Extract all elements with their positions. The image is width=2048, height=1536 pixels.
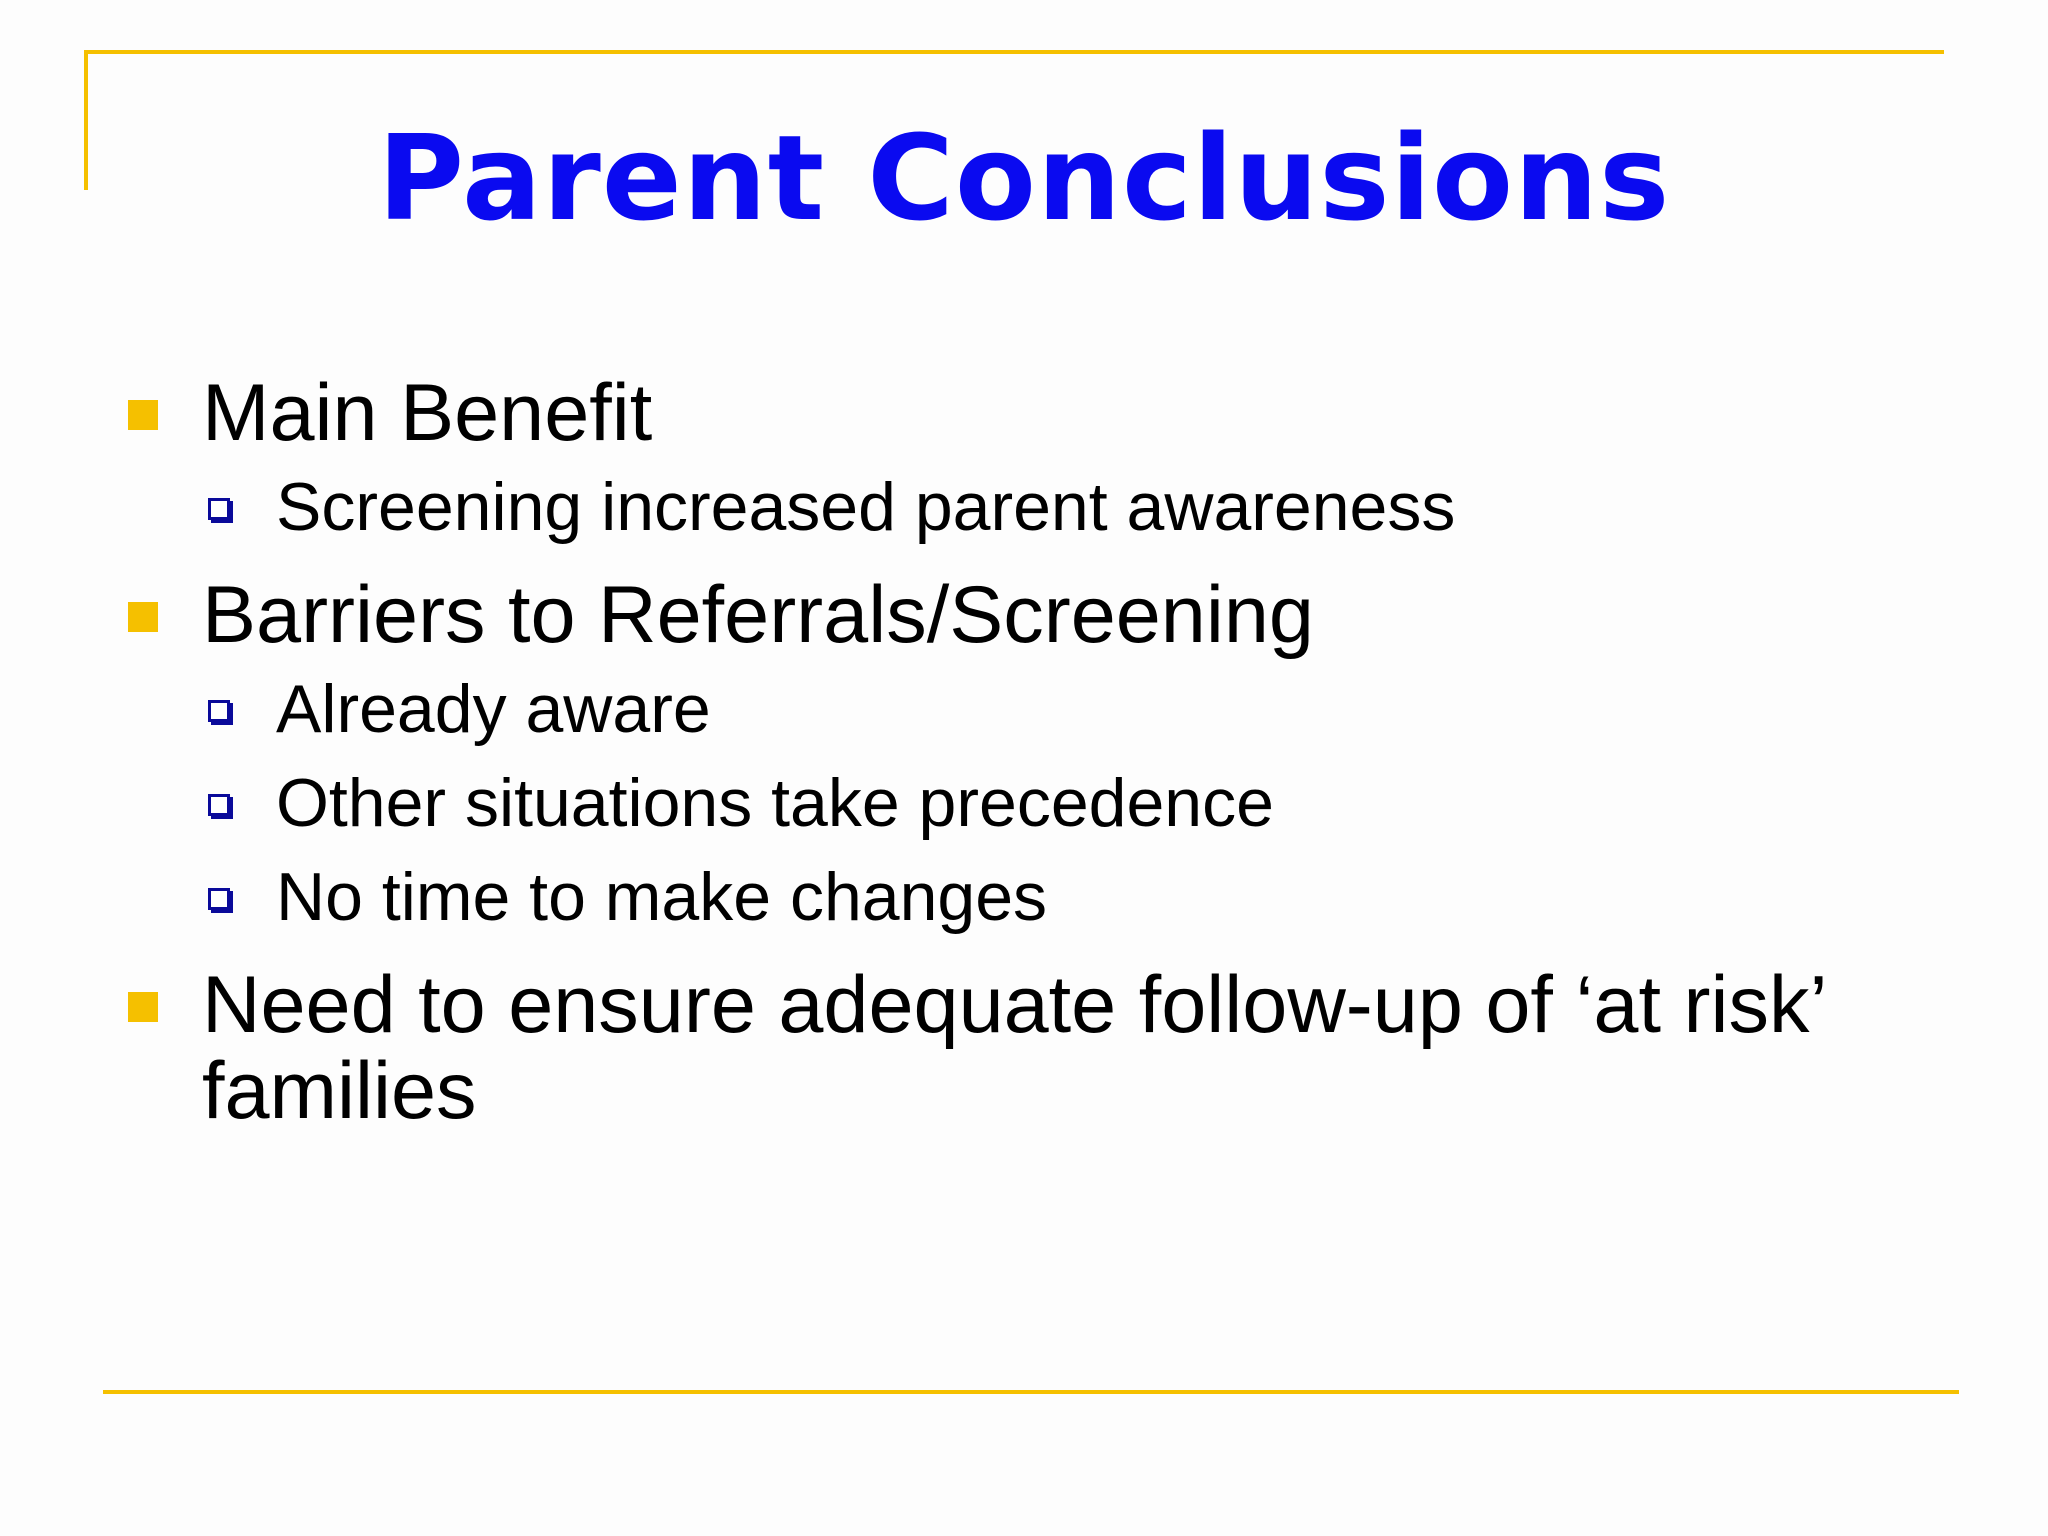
sub-bullet-text: Screening increased parent awareness [276, 469, 1456, 545]
sub-bullet-text: Other situations take precedence [276, 765, 1274, 841]
sub-bullet-text: No time to make changes [276, 859, 1048, 935]
bullet-item [0, 370, 1962, 456]
bottom-rule [103, 1390, 1959, 1394]
bullet-text: Need to ensure adequate follow-up of ‘at risk’ families [202, 960, 1825, 1136]
sub-bullet-item [0, 760, 2048, 846]
square-bullet-icon [128, 400, 158, 430]
bullet-text: Main Benefit [202, 368, 653, 458]
square-bullet-icon [128, 992, 158, 1022]
checkbox-bullet-icon [208, 794, 230, 816]
slide-title: Parent Conclusions [377, 109, 1671, 247]
checkbox-bullet-icon [208, 700, 230, 722]
sub-bullet-item [0, 854, 2048, 940]
sub-bullet-text: Already aware [276, 671, 711, 747]
checkbox-bullet-icon [208, 498, 230, 520]
top-rule [84, 50, 1944, 54]
sub-bullet-item [0, 464, 2048, 550]
bullet-item [0, 962, 1962, 1134]
sub-bullet-item [0, 666, 2048, 752]
bullet-list [0, 370, 2048, 1142]
square-bullet-icon [128, 602, 158, 632]
bullet-item [0, 572, 1962, 658]
checkbox-bullet-icon [208, 888, 230, 910]
bullet-text: Barriers to Referrals/Screening [202, 570, 1314, 660]
